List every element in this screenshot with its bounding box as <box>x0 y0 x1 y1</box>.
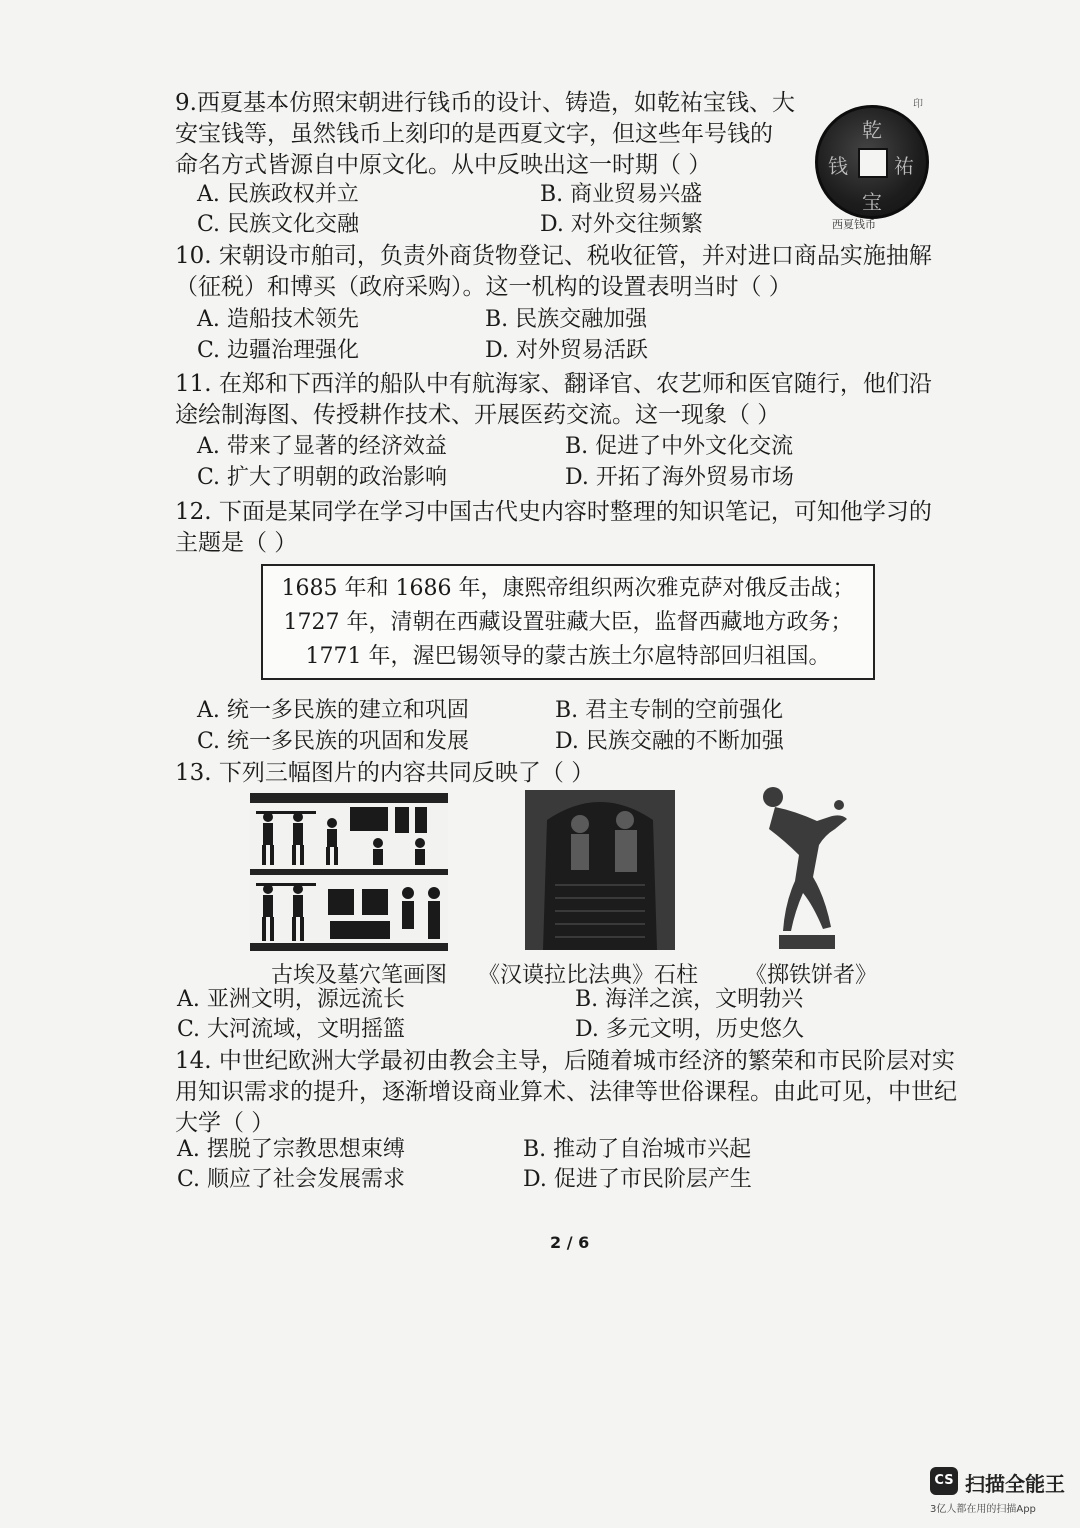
q10-stem: 10. 宋朝设市舶司，负责外商货物登记、税收征管，并对进口商品实施抽解（征税）和博买（政府采购）。这一机构的设置表明当时（ ） <box>175 243 932 300</box>
hammurabi-stele-image <box>525 790 675 950</box>
q14-option-c[interactable]: C. 顺应了社会发展需求 <box>177 1167 406 1192</box>
q9-option-d[interactable]: D. 对外交往频繁 <box>540 212 703 237</box>
q9-option-b[interactable]: B. 商业贸易兴盛 <box>540 182 703 207</box>
scanner-app-name: 扫描全能王 <box>965 1472 1065 1496</box>
coin-caption: 西夏钱币 <box>832 218 876 231</box>
q13-option-b[interactable]: B. 海洋之滨，文明勃兴 <box>575 987 804 1012</box>
discobolus-statue-image <box>755 785 860 955</box>
note-line-3: 1771 年，渥巴锡领导的蒙古族土尔扈特部回归祖国。 <box>305 644 831 669</box>
q10-option-b[interactable]: B. 民族交融加强 <box>485 307 648 332</box>
q10-option-a[interactable]: A. 造船技术领先 <box>197 307 359 332</box>
q13-option-c[interactable]: C. 大河流域，文明摇篮 <box>177 1017 406 1042</box>
knowledge-note-box <box>261 564 875 680</box>
q10-option-c[interactable]: C. 边疆治理强化 <box>197 338 360 363</box>
q14-stem: 14. 中世纪欧洲大学最初由教会主导，后随着城市经济的繁荣和市民阶层对实用知识需求的提升，逐渐增设商业算术、法律等世俗课程。由此可见，中世纪大学（ ） <box>175 1048 957 1136</box>
q12-option-a[interactable]: A. 统一多民族的建立和巩固 <box>197 698 469 723</box>
q9-option-a[interactable]: A. 民族政权并立 <box>197 182 359 207</box>
q11-option-b[interactable]: B. 促进了中外文化交流 <box>565 434 794 459</box>
scanner-tagline: 3亿人都在用的扫描App <box>930 1504 1036 1515</box>
q14-option-b[interactable]: B. 推动了自治城市兴起 <box>523 1137 752 1162</box>
q12-option-d[interactable]: D. 民族交融的不断加强 <box>555 729 784 754</box>
egyptian-tomb-painting-image <box>250 793 448 951</box>
q13-option-d[interactable]: D. 多元文明，历史悠久 <box>575 1017 804 1042</box>
q12-option-b[interactable]: B. 君主专制的空前强化 <box>555 698 784 723</box>
q13-option-a[interactable]: A. 亚洲文明，源远流长 <box>177 987 405 1012</box>
q9-option-c[interactable]: C. 民族文化交融 <box>197 212 360 237</box>
xixia-coin-image: 乾 祐 宝 钱 <box>815 105 929 219</box>
camscanner-logo-icon: CS <box>930 1467 958 1495</box>
q11-option-d[interactable]: D. 开拓了海外贸易市场 <box>565 465 794 490</box>
q11-option-a[interactable]: A. 带来了显著的经济效益 <box>197 434 447 459</box>
q9-stem: 9.西夏基本仿照宋朝进行钱币的设计、铸造，如乾祐宝钱、大安宝钱等，虽然钱币上刻印的是西夏文字，但这些年号钱的命名方式皆源自中原文化。从中反映出这一时期（ ） <box>175 90 795 178</box>
caption-discobolus: 《掷铁饼者》 <box>745 963 878 988</box>
note-line-1: 1685 年和 1686 年，康熙帝组织两次雅克萨对俄反击战； <box>281 576 855 601</box>
q13-stem: 13. 下列三幅图片的内容共同反映了（ ） <box>175 760 595 786</box>
q14-option-a[interactable]: A. 摆脱了宗教思想束缚 <box>177 1137 405 1162</box>
caption-hammurabi-stele: 《汉谟拉比法典》石柱 <box>478 963 699 988</box>
q10-option-d[interactable]: D. 对外贸易活跃 <box>485 338 648 363</box>
q12-option-c[interactable]: C. 统一多民族的巩固和发展 <box>197 729 470 754</box>
q11-option-c[interactable]: C. 扩大了明朝的政治影响 <box>197 465 448 490</box>
note-line-2: 1727 年，清朝在西藏设置驻藏大臣，监督西藏地方政务； <box>283 610 853 635</box>
caption-egyptian-painting: 古埃及墓穴笔画图 <box>271 963 448 988</box>
q12-stem: 12. 下面是某同学在学习中国古代史内容时整理的知识笔记，可知他学习的主题是（ ） <box>175 499 932 556</box>
q11-stem: 11. 在郑和下西洋的船队中有航海家、翻译官、农艺师和医官随行，他们沿途绘制海图、传授耕作技术、开展医药交流。这一现象（ ） <box>175 371 932 428</box>
page-number: 2 / 6 <box>550 1233 590 1252</box>
q14-option-d[interactable]: D. 促进了市民阶层产生 <box>523 1167 752 1192</box>
scan-mark: 印 <box>913 99 923 110</box>
